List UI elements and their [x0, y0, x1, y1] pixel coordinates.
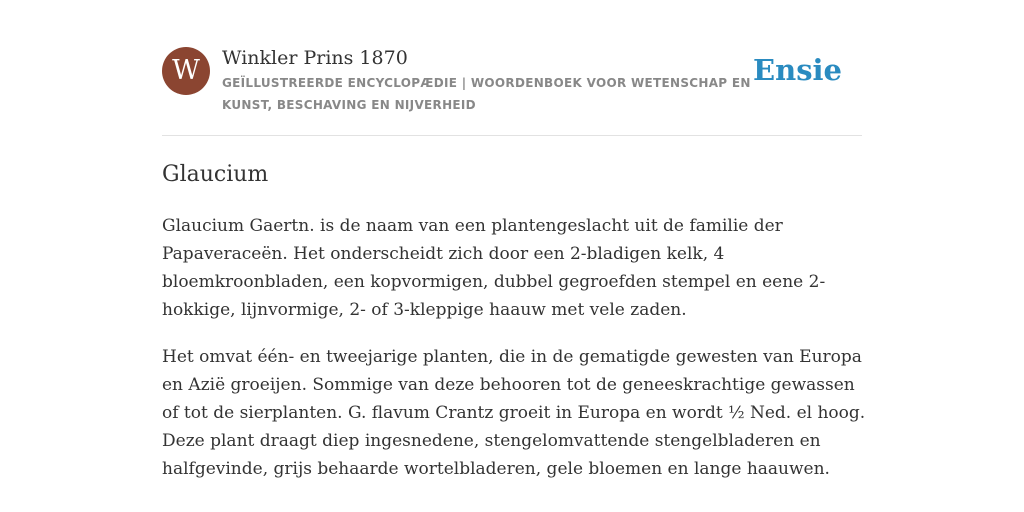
paragraph-line: of tot de sierplanten. G. flavum Crantz groeit in Europa en wordt ½ Ned. el hoog.	[162, 403, 866, 423]
paragraph-line: Het omvat één- en tweejarige planten, die in de gematigde gewesten van Europa	[162, 347, 862, 367]
entry-body	[162, 212, 867, 502]
paragraph-line: hokkige, lijnvormige, 2- of 3-kleppige haauw met vele zaden.	[162, 300, 687, 320]
entry-paragraph-2	[162, 343, 867, 483]
paragraph-line: Papaveraceën. Het onderscheidt zich door een 2-bladigen kelk, 4	[162, 244, 725, 264]
source-title[interactable]: Winkler Prins 1870	[222, 47, 408, 69]
source-subtitle: GEÏLLUSTREERDE ENCYCLOPÆDIE | WOORDENBOEK VOOR WETENSCHAP EN KUNST, BESCHAVING EN NIJVERHEID	[222, 76, 751, 112]
paragraph-line: bloemkroonbladen, een kopvormigen, dubbel gegroefden stempel en eene 2-	[162, 272, 826, 292]
entry-title: Glaucium	[162, 162, 269, 187]
ensie-logo-link[interactable]: Ensie	[753, 53, 842, 87]
paragraph-line: Glaucium Gaertn. is de naam van een plantengeslacht uit de familie der	[162, 216, 783, 236]
source-header	[162, 46, 862, 136]
source-avatar[interactable]: W	[162, 47, 210, 95]
header-divider	[162, 135, 862, 136]
paragraph-line: halfgevinde, grijs behaarde wortelbladeren, gele bloemen en lange haauwen.	[162, 459, 830, 479]
paragraph-line: en Azië groeijen. Sommige van deze behooren tot de geneeskrachtige gewassen	[162, 375, 855, 395]
entry-paragraph-1	[162, 212, 867, 324]
paragraph-line: Deze plant draagt diep ingesnedene, stengelomvattende stengelbladeren en	[162, 431, 821, 451]
